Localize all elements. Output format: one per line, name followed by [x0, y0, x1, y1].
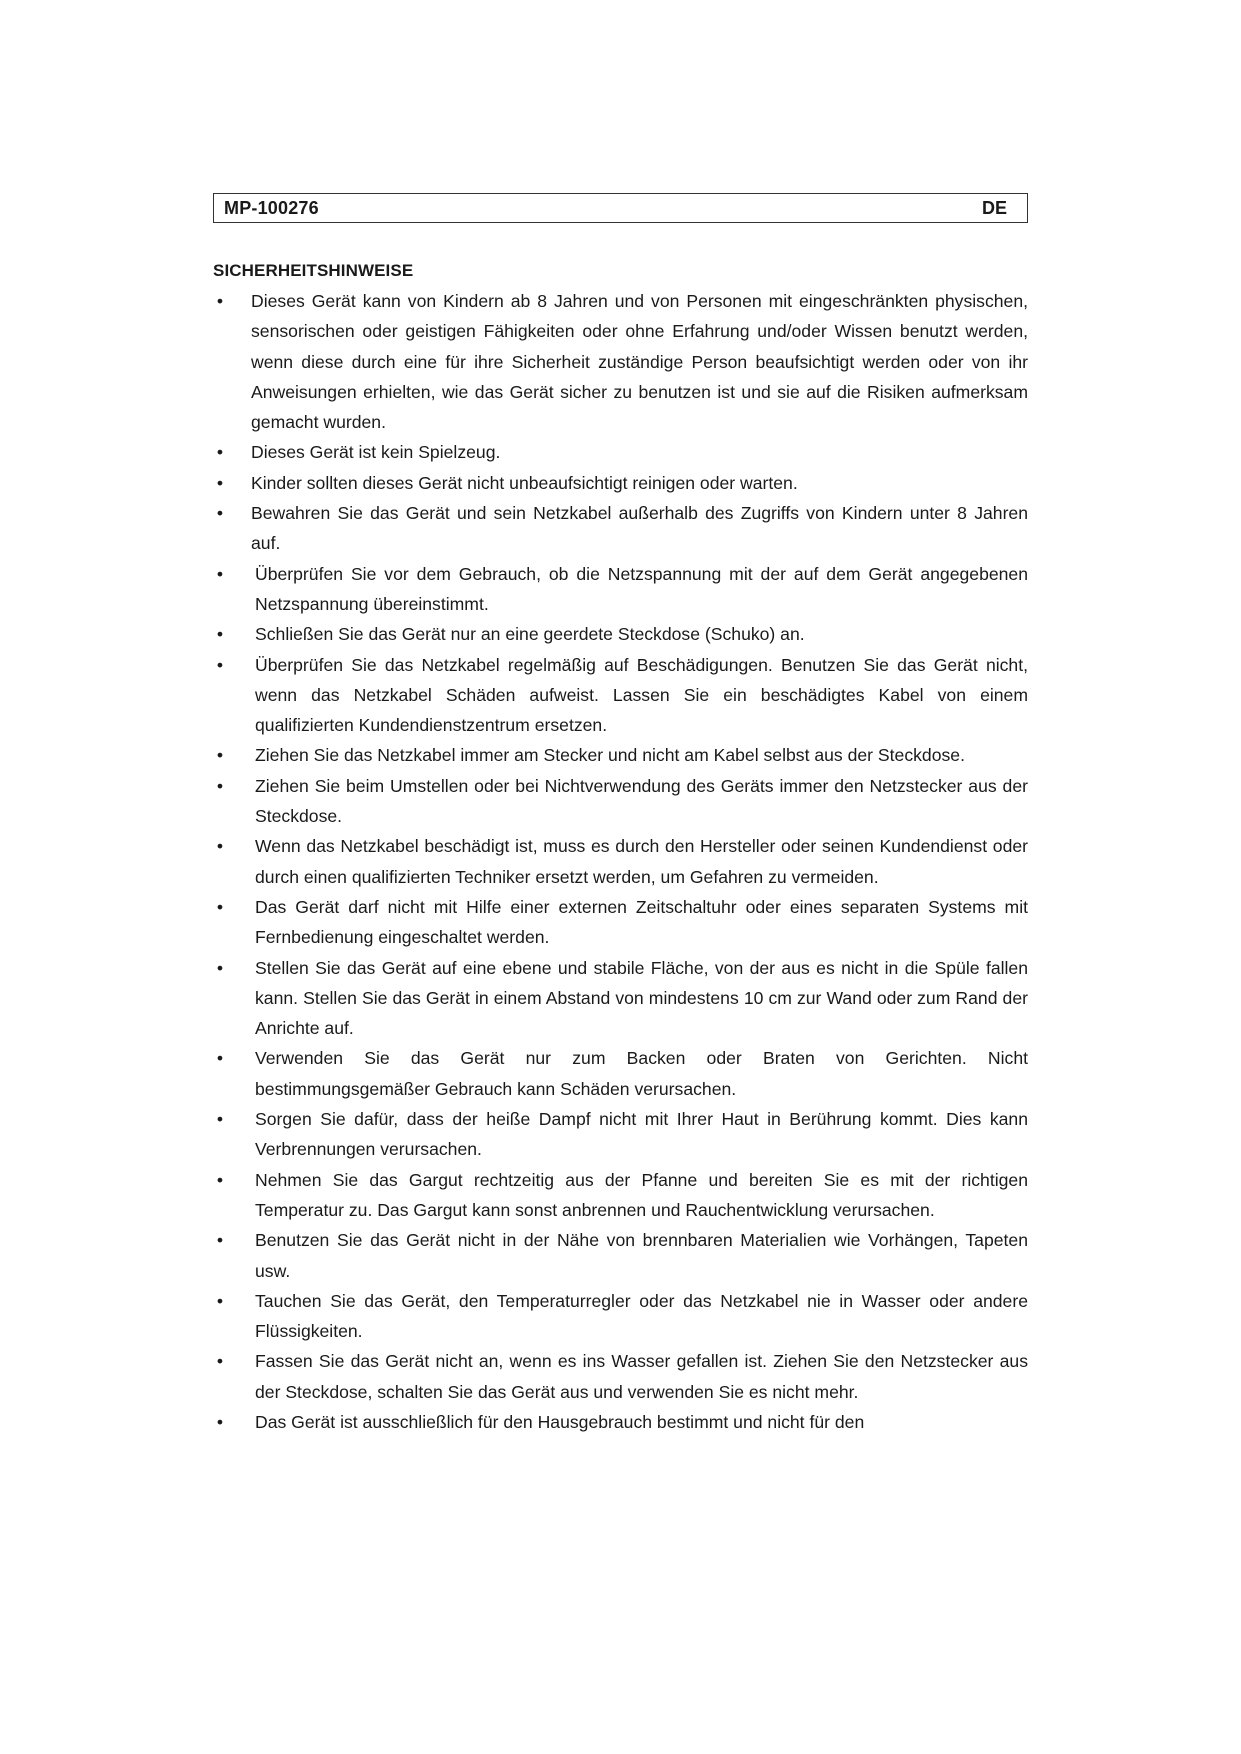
list-item — [213, 1286, 1028, 1347]
bullet-icon: • — [216, 836, 224, 857]
bullet-icon: • — [216, 1290, 224, 1311]
bullet-icon: • — [216, 563, 224, 584]
list-item-text: Kinder sollten dieses Gerät nicht unbeaufsichtigt reinigen oder warten. — [251, 472, 798, 493]
bullet-icon: • — [216, 775, 224, 796]
list-item-text: Schließen Sie das Gerät nur an eine geerdete Steckdose (Schuko) an. — [255, 624, 805, 645]
bullet-icon: • — [216, 503, 224, 524]
list-item — [213, 831, 1028, 892]
list-item — [213, 1225, 1028, 1286]
list-item — [213, 437, 1028, 467]
bullet-icon: • — [216, 745, 224, 766]
list-item-text: Benutzen Sie das Gerät nicht in der Nähe von brennbaren Materialien wie Vorhängen, Tapeten usw. — [255, 1230, 1028, 1281]
list-item — [213, 1346, 1028, 1407]
section-title: SICHERHEITSHINWEISE — [213, 261, 414, 280]
list-item — [213, 740, 1028, 770]
list-item-text: Verwenden Sie das Gerät nur zum Backen oder Braten von Gerichten. Nicht bestimmungsgemäßer Gebrauch kann Schäden verursachen. — [255, 1048, 1028, 1099]
list-item-text: Das Gerät ist ausschließlich für den Hausgebrauch bestimmt und nicht für den — [255, 1411, 865, 1432]
list-item-text: Tauchen Sie das Gerät, den Temperaturregler oder das Netzkabel nie in Wasser oder andere Flüssigkeiten. — [255, 1290, 1028, 1342]
bullet-icon: • — [216, 957, 224, 978]
bullet-icon: • — [216, 472, 224, 493]
list-item-text: Überprüfen Sie vor dem Gebrauch, ob die Netzspannung mit der auf dem Gerät angegebenen Netzspannung übereinstimmt. — [255, 563, 1028, 614]
bullet-icon: • — [216, 442, 224, 463]
list-item-text: Das Gerät darf nicht mit Hilfe einer externen Zeitschaltuhr oder eines separaten Systems mit Fernbedienung eingeschaltet werden. — [255, 896, 1028, 948]
list-item — [213, 892, 1028, 953]
language-code: DE — [981, 198, 1007, 218]
list-item-text: Bewahren Sie das Gerät und sein Netzkabel außerhalb des Zugriffs von Kindern unter 8 Jahren auf. — [251, 503, 1028, 554]
list-item — [213, 1407, 1028, 1437]
bullet-icon: • — [216, 1230, 224, 1251]
list-item-text: Dieses Gerät ist kein Spielzeug. — [251, 442, 501, 463]
list-item — [213, 468, 1028, 498]
bullet-icon: • — [216, 1109, 224, 1130]
bullet-icon: • — [216, 1411, 224, 1432]
list-item — [213, 619, 1028, 649]
model-number: MP-100276 — [224, 198, 319, 218]
bullet-icon: • — [216, 291, 224, 311]
list-item-text: Fassen Sie das Gerät nicht an, wenn es ins Wasser gefallen ist. Ziehen Sie den Netzstecker aus der Steckdose, schalten Sie das Gerät aus und verwenden Sie es nicht mehr. — [255, 1351, 1028, 1402]
list-item — [213, 559, 1028, 620]
list-item-text: Nehmen Sie das Gargut rechtzeitig aus der Pfanne und bereiten Sie es mit der richtigen Temperatur zu. Das Gargut kann sonst anbrennen und Rauchentwicklung verursachen. — [255, 1169, 1028, 1220]
list-item-text: Wenn das Netzkabel beschädigt ist, muss es durch den Hersteller oder seinen Kundendienst oder durch einen qualifizierten Techniker ersetzt werden, um Gefahren zu vermeiden. — [255, 836, 1028, 887]
list-item-text: Sorgen Sie dafür, dass der heiße Dampf nicht mit Ihrer Haut in Berührung kommt. Dies kann Verbrennungen verursachen. — [255, 1109, 1028, 1160]
list-item — [213, 771, 1028, 832]
list-item — [213, 286, 1028, 437]
bullet-icon: • — [216, 624, 224, 645]
header-box — [213, 193, 1028, 223]
list-item-text: Dieses Gerät kann von Kindern ab 8 Jahren und von Personen mit eingeschränkten physischen, sensorischen oder geistigen Fähigkeiten oder ohne Erfahrung und/oder Wissen benutzt werden, wenn diese durch eine für ihre Sicherheit zuständige Person beaufsichtigt werden oder von ihr Anweisungen erhielten, wie das Gerät sicher zu benutzen ist und sie auf die Risiken aufmerksam gemacht wurden. — [251, 291, 1028, 433]
list-item — [213, 1043, 1028, 1104]
bullet-icon: • — [216, 654, 224, 675]
bullet-icon: • — [216, 1351, 224, 1372]
list-item-text: Ziehen Sie das Netzkabel immer am Stecker und nicht am Kabel selbst aus der Steckdose. — [255, 745, 965, 766]
list-item-text: Ziehen Sie beim Umstellen oder bei Nichtverwendung des Geräts immer den Netzstecker aus der Steckdose. — [255, 775, 1028, 827]
list-item — [213, 1165, 1028, 1226]
bullet-icon: • — [216, 896, 224, 917]
safety-instructions-list — [213, 286, 1028, 1437]
bullet-icon: • — [216, 1048, 224, 1069]
list-item — [213, 953, 1028, 1044]
list-item-text: Stellen Sie das Gerät auf eine ebene und stabile Fläche, von der aus es nicht in die Spüle fallen kann. Stellen Sie das Gerät in einem Abstand von mindestens 10 cm zur Wand oder zum Rand der Anrichte auf. — [255, 957, 1028, 1039]
list-item — [213, 650, 1028, 741]
list-item-text: Überprüfen Sie das Netzkabel regelmäßig auf Beschädigungen. Benutzen Sie das Gerät nicht, wenn das Netzkabel Schäden aufweist. Lassen Sie ein beschädigtes Kabel von einem qualifizierten Kundendienstzentrum ersetzen. — [255, 654, 1028, 736]
bullet-icon: • — [216, 1169, 224, 1190]
list-item — [213, 1104, 1028, 1165]
list-item — [213, 498, 1028, 559]
